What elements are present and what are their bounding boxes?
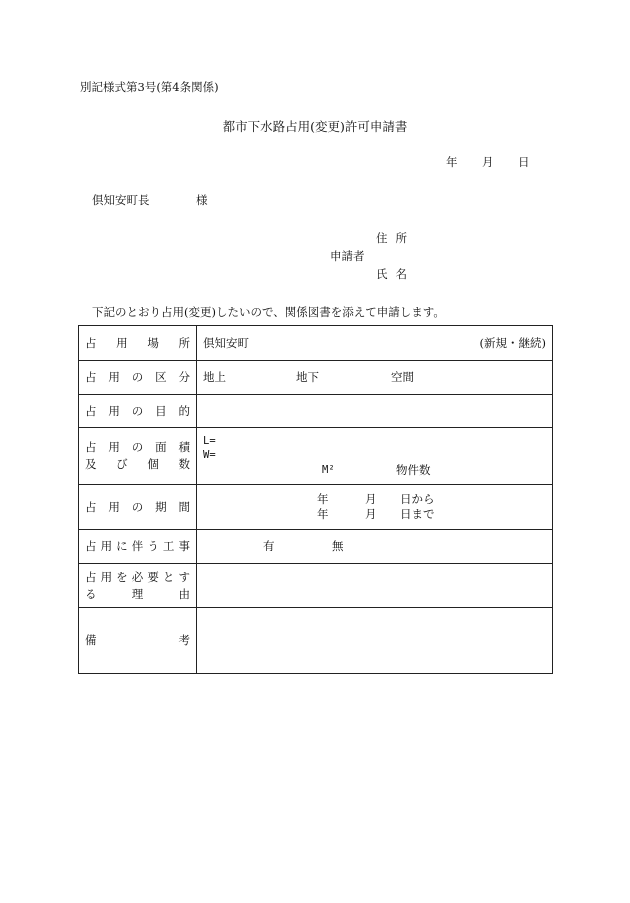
value-location[interactable] — [197, 326, 553, 361]
row-category — [79, 361, 553, 395]
value-works[interactable] — [197, 530, 553, 564]
label-reason — [79, 564, 197, 608]
label-char: 占 — [85, 403, 97, 418]
area-unit: M² — [322, 464, 335, 476]
label-works — [79, 530, 197, 564]
honorific-sama: 様 — [196, 193, 208, 207]
label-purpose — [79, 395, 197, 428]
label-char: う — [147, 539, 159, 554]
addressee: 倶知安町長 — [92, 193, 150, 207]
document-title: 都市下水路占用(変更)許可申請書 — [222, 119, 408, 134]
label-char: 用 — [100, 569, 113, 584]
new-or-continue-option: (新規・継続) — [479, 335, 546, 350]
date-year-label: 年 — [446, 155, 458, 169]
label-category — [79, 361, 197, 395]
label-char: 及 — [85, 457, 97, 471]
label-char: 期 — [155, 499, 167, 514]
label-char: 必 — [131, 569, 144, 584]
category-underground: 地下 — [296, 370, 319, 384]
label-char: の — [131, 370, 144, 385]
label-char: 占 — [85, 370, 97, 385]
to-month: 月 — [365, 507, 377, 521]
works-yes: 有 — [263, 539, 275, 553]
from-month: 月 — [365, 492, 377, 506]
label-char: 理 — [131, 586, 144, 601]
label-char: 数 — [178, 457, 190, 471]
label-char: び — [116, 457, 128, 471]
value-purpose[interactable] — [197, 395, 553, 428]
value-category[interactable] — [197, 361, 553, 395]
value-remarks[interactable] — [197, 608, 553, 674]
label-char: 要 — [147, 569, 159, 584]
label-char: 分 — [178, 370, 190, 385]
label-remarks — [79, 608, 197, 674]
location-town: 倶知安町 — [203, 335, 249, 350]
label-char: 用 — [116, 335, 128, 350]
category-above-ground: 地上 — [203, 370, 226, 384]
label-char: 事 — [178, 539, 190, 554]
value-period[interactable] — [197, 485, 553, 530]
label-char: 的 — [178, 403, 190, 418]
date-month-label: 月 — [482, 155, 494, 169]
label-char: 用 — [108, 440, 120, 455]
label-char: に — [116, 539, 128, 554]
label-char: 用 — [108, 370, 120, 385]
label-char: 面 — [155, 440, 167, 455]
label-char: を — [116, 569, 128, 584]
row-purpose — [79, 395, 553, 428]
label-char: 考 — [178, 633, 190, 648]
label-char: 所 — [178, 335, 190, 350]
name-label: 氏名 — [376, 267, 415, 281]
address-label: 住所 — [376, 231, 415, 245]
label-char: 占 — [85, 440, 97, 455]
label-char: の — [131, 440, 144, 455]
label-char: 間 — [178, 499, 190, 514]
label-char: 用 — [108, 499, 120, 514]
row-reason — [79, 564, 553, 608]
label-char: 占 — [85, 569, 97, 584]
intro-text: 下記のとおり占用(変更)したいので、関係図書を添えて申請します。 — [92, 305, 445, 319]
value-area[interactable] — [197, 428, 553, 485]
works-no: 無 — [332, 539, 344, 553]
row-area — [79, 428, 553, 485]
application-table — [78, 325, 553, 674]
category-airspace: 空間 — [391, 370, 414, 384]
to-day: 日まで — [400, 507, 435, 521]
label-char: の — [131, 403, 144, 418]
row-period — [79, 485, 553, 530]
date-day-label: 日 — [518, 155, 530, 169]
label-char: の — [131, 499, 144, 514]
label-char: 目 — [155, 403, 167, 418]
width-label: W= — [203, 449, 216, 461]
label-char: す — [178, 569, 190, 584]
label-period — [79, 485, 197, 530]
label-char: 個 — [147, 457, 159, 471]
value-reason[interactable] — [197, 564, 553, 608]
label-char: 占 — [85, 499, 97, 514]
label-char: 工 — [162, 539, 175, 554]
label-location — [79, 326, 197, 361]
row-remarks — [79, 608, 553, 674]
form-number: 別記様式第3号(第4条関係) — [80, 80, 219, 94]
label-char: と — [162, 569, 175, 584]
label-char: 区 — [155, 370, 167, 385]
label-char: 積 — [178, 440, 190, 455]
label-char: 伴 — [131, 539, 144, 554]
label-char: 備 — [85, 633, 97, 648]
row-works — [79, 530, 553, 564]
item-count-label: 物件数 — [396, 463, 431, 477]
label-char: 用 — [108, 403, 120, 418]
label-char: 占 — [85, 335, 97, 350]
length-label: L= — [203, 435, 216, 447]
from-year: 年 — [317, 492, 329, 506]
label-char: 用 — [100, 539, 113, 554]
from-day: 日から — [400, 492, 435, 506]
label-char: 場 — [147, 335, 159, 350]
label-char: 由 — [178, 586, 190, 601]
to-year: 年 — [317, 507, 329, 521]
label-area — [79, 428, 197, 485]
row-location — [79, 326, 553, 361]
label-char: る — [85, 586, 97, 601]
applicant-label: 申請者 — [330, 249, 365, 263]
label-char: 占 — [85, 539, 97, 554]
